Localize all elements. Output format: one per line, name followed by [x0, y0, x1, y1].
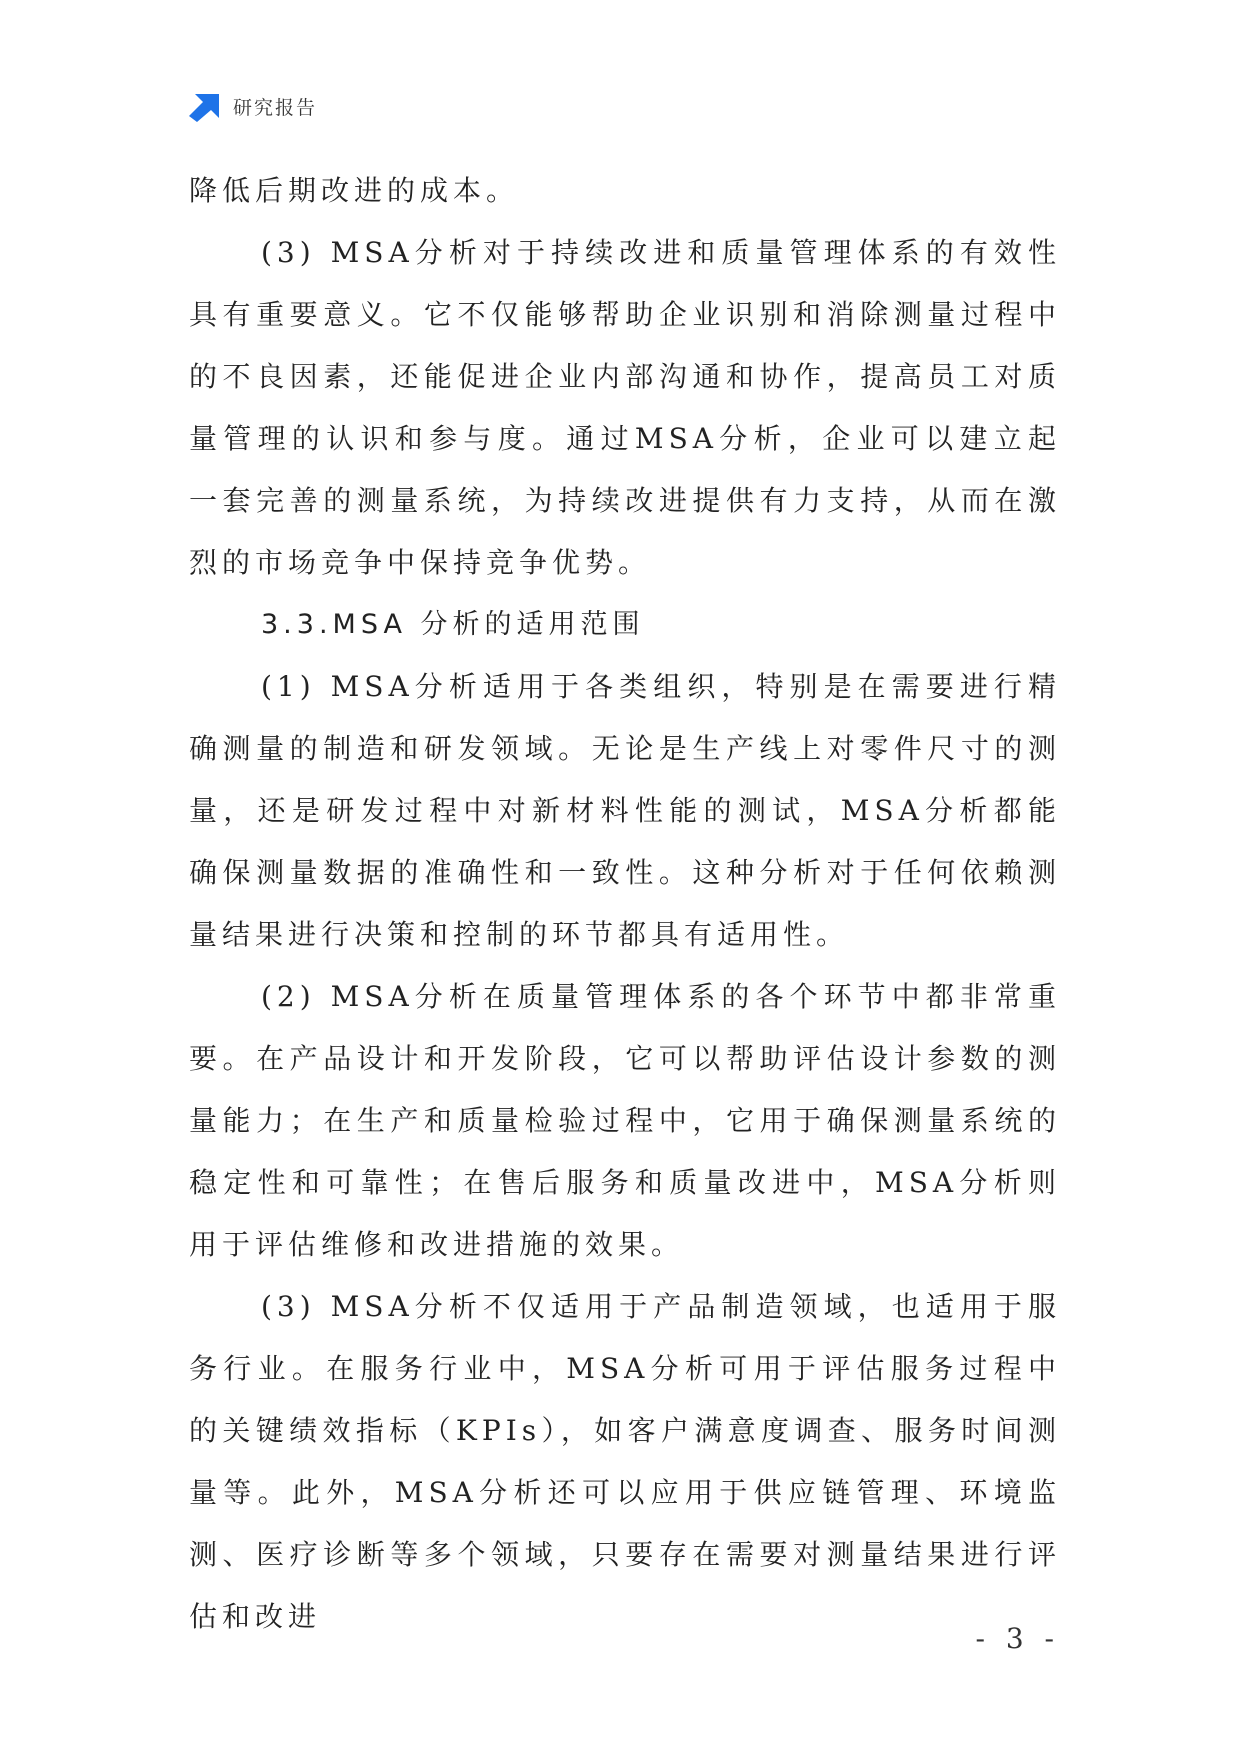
arrow-up-right-logo-icon: [189, 90, 221, 122]
page-number: - 3 -: [975, 1622, 1060, 1655]
paragraph-1-scope: (1) MSA分析适用于各类组织，特别是在需要进行精确测量的制造和研发领域。无论是生产线上对零件尺寸的测量，还是研发过程中对新材料性能的测试，MSA分析都能确保测量数据的准确性和一致性。这种分析对于任何依赖测量结果进行决策和控制的环节都具有适用性。: [189, 670, 1061, 951]
paragraph-2-quality-system: (2) MSA分析在质量管理体系的各个环节中都非常重要。在产品设计和开发阶段，它可以帮助评估设计参数的测量能力；在生产和质量检验过程中，它用于确保测量系统的稳定性和可靠性；在售后服务和质量改进中，MSA分析则用于评估维修和改进措施的效果。: [189, 980, 1061, 1261]
report-header: [189, 88, 317, 124]
paragraph-3-msa-importance: (3) MSA分析对于持续改进和质量管理体系的有效性具有重要意义。它不仅能够帮助企业识别和消除测量过程中的不良因素，还能促进企业内部沟通和协作，提高员工对质量管理的认识和参与度。通过MSA分析，企业可以建立起一套完善的测量系统，为持续改进提供有力支持，从而在激烈的市场竞争中保持竞争优势。: [189, 236, 1061, 579]
paragraph-continuation: 降低后期改进的成本。: [189, 174, 520, 207]
paragraph-3-service-industry: (3) MSA分析不仅适用于产品制造领域，也适用于服务行业。在服务行业中，MSA分析可用于评估服务过程中的关键绩效指标（KPIs），如客户满意度调查、服务时间测量等。此外，MSA分析还可以应用于供应链管理、环境监测、医疗诊断等多个领域，只要存在需要对测量结果进行评估和改进: [189, 1290, 1061, 1633]
header-title: 研究报告: [233, 96, 318, 119]
section-heading: 3.3.MSA 分析的适用范围: [261, 609, 645, 640]
document-body: [189, 160, 1061, 1648]
